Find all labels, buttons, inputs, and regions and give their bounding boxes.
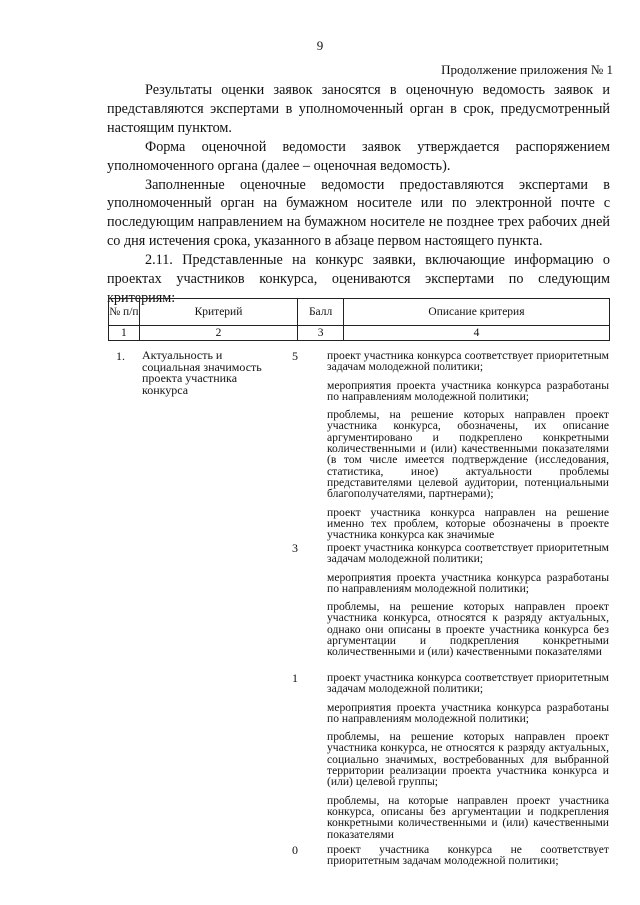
criteria-table-header: [108, 298, 610, 341]
score-value: 5: [292, 349, 298, 363]
header-criterion: Критерий: [139, 299, 298, 326]
score-description: [327, 672, 609, 847]
header-description: Описание критерия: [343, 299, 609, 326]
description-item: проект участника конкурса соответствует приоритетным задачам молодежной политики;: [327, 671, 609, 696]
score-value: 1: [292, 671, 298, 685]
header-number: № п/п: [109, 299, 140, 326]
description-item: проект участника конкурса не соответствует приоритетным задачам молодежной политики;: [327, 843, 609, 868]
description-item: проект участника конкурса направлен на решение именно тех проблем, которые обозначены в проекте участника конкурса как значимые: [327, 505, 609, 542]
description-item: проблемы, на решение которых направлен проект участника конкурса, относятся к разряду актуальных, однако они описаны в проекте участника конкурса без аргументации и подкрепления конкретными количественными и (или) качественными показателями: [327, 600, 609, 659]
column-number: 3: [298, 326, 344, 341]
paragraph: Результаты оценки заявок заносятся в оценочную ведомость заявок и представляются экспертами в уполномоченный орган в срок, предусмотренный настоящим пунктом.: [107, 82, 610, 136]
score-value: 3: [292, 541, 298, 555]
header-score: Балл: [298, 299, 344, 326]
description-item: проект участника конкурса соответствует приоритетным задачам молодежной политики;: [327, 541, 609, 566]
row-number: 1.: [116, 349, 125, 363]
header-row: [109, 299, 610, 326]
description-item: проблемы, на которые направлен проект участника конкурса, описаны без аргументации и подкрепления конкретными количественными и (или) качественными показателями: [327, 793, 609, 841]
column-number: 1: [109, 326, 140, 341]
description-item: мероприятия проекта участника конкурса разработаны по направлениям молодежной политики;: [327, 570, 609, 595]
paragraph: 2.11. Представленные на конкурс заявки, включающие информацию о проектах участников конкурса, оцениваются экспертами по следующим критериям:: [107, 252, 610, 306]
criterion-text: Актуальность и социальная значимость проекта участника конкурса: [142, 348, 262, 397]
description-item: проблемы, на решение которых направлен проект участника конкурса, не относятся к разряду актуальных, социально значимых, востребованных для выбранной территории реализации проекта участника конкурса и (или) целевой группы;: [327, 730, 609, 789]
column-numbering-row: [109, 326, 610, 341]
column-number: 2: [139, 326, 298, 341]
page-number: 9: [316, 38, 324, 53]
score-description: [327, 350, 609, 547]
paragraph: Заполненные оценочные ведомости предоставляются экспертами в уполномоченный орган на бумажном носителе или по электронной почте с последующим направлением на бумажном носителе не позднее трех рабочих дней со дня истечения срока, указанного в абзаце первом настоящего пункта.: [107, 176, 610, 250]
appendix-continuation: Продолжение приложения № 1: [441, 62, 613, 77]
column-number: 4: [343, 326, 609, 341]
description-item: мероприятия проекта участника конкурса разработаны по направлениям молодежной политики;: [327, 700, 609, 725]
description-item: мероприятия проекта участника конкурса разработаны по направлениям молодежной политики;: [327, 378, 609, 403]
description-item: проект участника конкурса соответствует приоритетным задачам молодежной политики;: [327, 349, 609, 374]
paragraph: Форма оценочной ведомости заявок утверждается распоряжением уполномоченного органа (далее – оценочная ведомость).: [107, 138, 610, 174]
score-value: 0: [292, 843, 298, 857]
score-description: [327, 844, 609, 874]
description-item: проблемы, на решение которых направлен проект участника конкурса, обозначены, их описание аргументировано и подкреплено конкретными количественными и (или) качественными показателями (в том числе имеется подтверждение (исследования, статистика, иное) актуальности проблемы представителями целевой аудитории, потенциальными благополучателями, партнерами);: [327, 408, 609, 501]
body-text: [107, 81, 610, 308]
score-description: [327, 542, 609, 665]
